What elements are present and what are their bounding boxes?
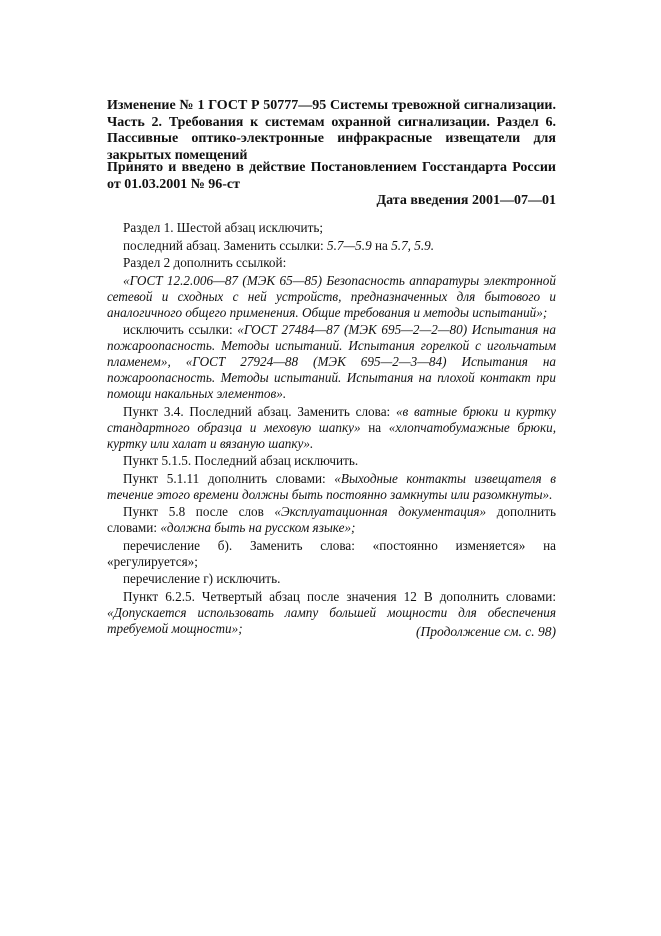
paragraph [107, 404, 556, 452]
paragraph-text: перечисление б). Заменить слова: «постоянно изменяется» на «регулируется»; [107, 537, 556, 569]
reference-old: 5.7—5.9 [326, 237, 372, 253]
paragraph-text: Пункт 5.8 после слов [123, 504, 275, 519]
paragraph-text: дополнить словами: [107, 504, 556, 535]
paragraph-text: на [360, 419, 389, 435]
paragraph [107, 453, 556, 469]
paragraph-text: Пункт 5.1.5. Последний абзац исключить. [123, 453, 359, 468]
paragraph-text: исключить ссылки: [123, 322, 238, 337]
effective-date: Дата введения 2001—07—01 [376, 193, 556, 208]
quoted-text: «Допускается использовать лампу большей мощности для обеспечения требуемой мощности»; [107, 604, 556, 636]
document-body [107, 220, 556, 638]
adoption-statement: Принято и введено в действие Постановлением Госстандарта России от 01.03.2001 № 96-ст [107, 160, 556, 192]
paragraph [107, 322, 556, 402]
paragraph-text: Раздел 1. Шестой абзац исключить; [123, 220, 324, 235]
paragraph-text: Раздел 2 дополнить ссылкой: [123, 255, 287, 270]
paragraph-text: последний абзац. Заменить ссылки: [123, 237, 327, 253]
paragraph-text: Пункт 5.1.11 дополнить словами: [123, 470, 335, 486]
reference-new: 5.7, 5.9. [391, 237, 435, 253]
paragraph [107, 273, 556, 321]
amendment-title: Изменение № 1 ГОСТ Р 50777—95 Системы тревожной сигнализации. Часть 2. Требования к системам охранной сигнализации. Раздел 6. Пассивные оптико-электронные инфракрасные извещатели для закрытых помещений [107, 98, 556, 163]
quoted-text: «Выходные контакты извещателя в течение этого времени должны быть постоянно замкнуты или разомкнуты». [107, 470, 556, 502]
paragraph-text: Пункт 6.2.5. Четвертый абзац после значения 12 В дополнить словами: [123, 588, 556, 604]
quoted-text: «хлопчатобумажные брюки, куртку или халат и вязаную шапку». [107, 419, 556, 451]
paragraph-text: Пункт 3.4. Последний абзац. Заменить слова: [123, 403, 396, 419]
paragraph [107, 238, 556, 254]
paragraph-text: перечисление г) исключить. [123, 571, 281, 586]
reference-text: «ГОСТ 27484—87 (МЭК 695—2—2—80) Испытания на пожароопасность. Методы испытаний. Испытания горелкой с игольчатым пламенем», «ГОСТ 27924—88 (МЭК 695—2—3—84) Испытания на пожароопасность. Методы испытаний. Испытания на плохой контакт при помощи накальных элементов». [107, 322, 556, 401]
paragraph [107, 538, 556, 570]
quoted-text: «Эксплуатационная документация» [274, 504, 487, 519]
paragraph-text: на [371, 237, 392, 253]
paragraph [107, 571, 556, 587]
paragraph [107, 220, 556, 236]
quoted-text: «в ватные брюки и куртку стандартного образца и меховую шапку» [107, 403, 556, 435]
paragraph [107, 255, 556, 271]
reference-text: «ГОСТ 12.2.006—87 (МЭК 65—85) Безопасность аппаратуры электронной сетевой и сходных с ней устройств, предназначенных для бытового и аналогичного общего применения. Общие требования и методы испытаний»; [107, 272, 556, 320]
paragraph [107, 471, 556, 503]
continuation-note: (Продолжение см. с. 98) [416, 624, 556, 639]
paragraph [107, 504, 556, 536]
quoted-text: «должна быть на русском языке»; [160, 520, 356, 535]
